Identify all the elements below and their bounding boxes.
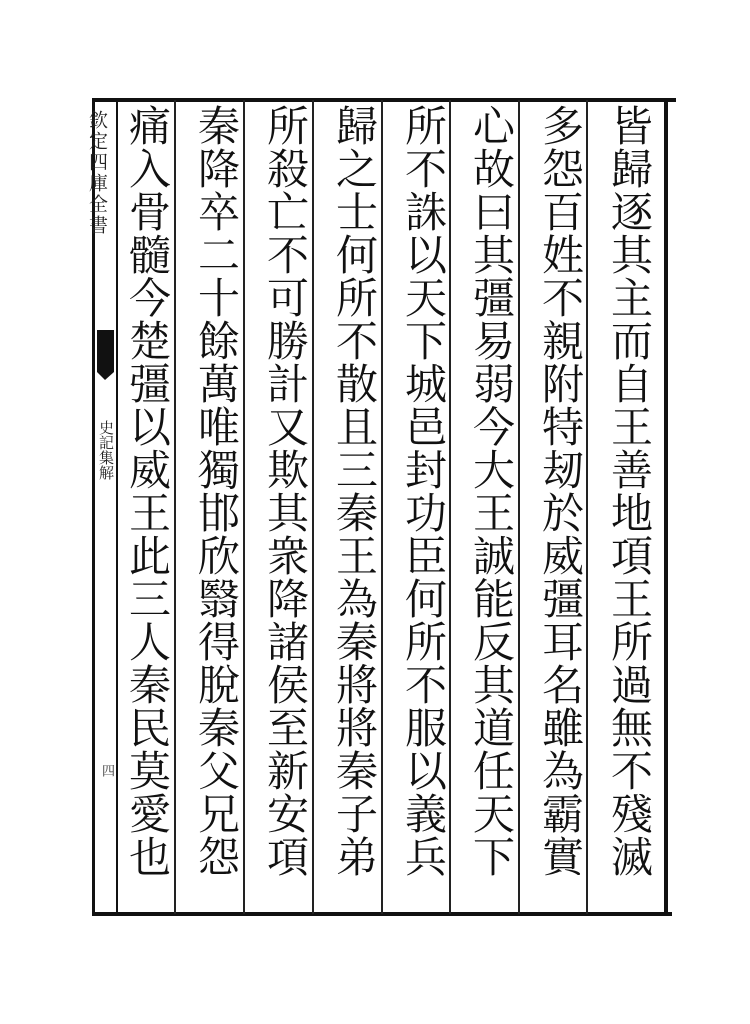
text-column-3: 心故曰其彊易弱今大王誠能反其道任天下 (467, 104, 516, 878)
column-divider (586, 100, 588, 914)
margin-title: 欽定四庫全書 (86, 110, 108, 236)
text-column-1: 皆歸逐其主而自王善地項王所過無不殘滅 (605, 104, 654, 878)
text-column-8: 痛入骨髓今楚彊以威王此三人秦民莫愛也 (123, 104, 172, 878)
column-divider (449, 100, 451, 914)
column-divider (312, 100, 314, 914)
text-column-2: 多怨百姓不親附特刼於威彊耳名雖為霸實 (536, 104, 585, 878)
margin-book-title: 史記集解 (97, 420, 115, 480)
column-divider (174, 100, 176, 914)
margin-page-number: 四 (99, 764, 114, 777)
text-column-4: 所不誅以天下城邑封功臣何所不服以義兵 (399, 104, 448, 878)
fishtail-mark (97, 330, 114, 372)
text-column-5: 歸之士何所不散且三秦王為秦將將秦子弟 (330, 104, 379, 878)
text-column-7: 秦降卒二十餘萬唯獨邯欣翳得脫秦父兄怨 (192, 104, 241, 878)
margin-column (86, 102, 116, 912)
text-column-6: 所殺亡不可勝計又欺其衆降諸侯至新安項 (261, 104, 310, 878)
frame-top-border (92, 98, 676, 102)
margin-divider (116, 100, 118, 914)
frame-right-border (664, 98, 668, 916)
column-divider (243, 100, 245, 914)
column-divider (518, 100, 520, 914)
column-divider (381, 100, 383, 914)
